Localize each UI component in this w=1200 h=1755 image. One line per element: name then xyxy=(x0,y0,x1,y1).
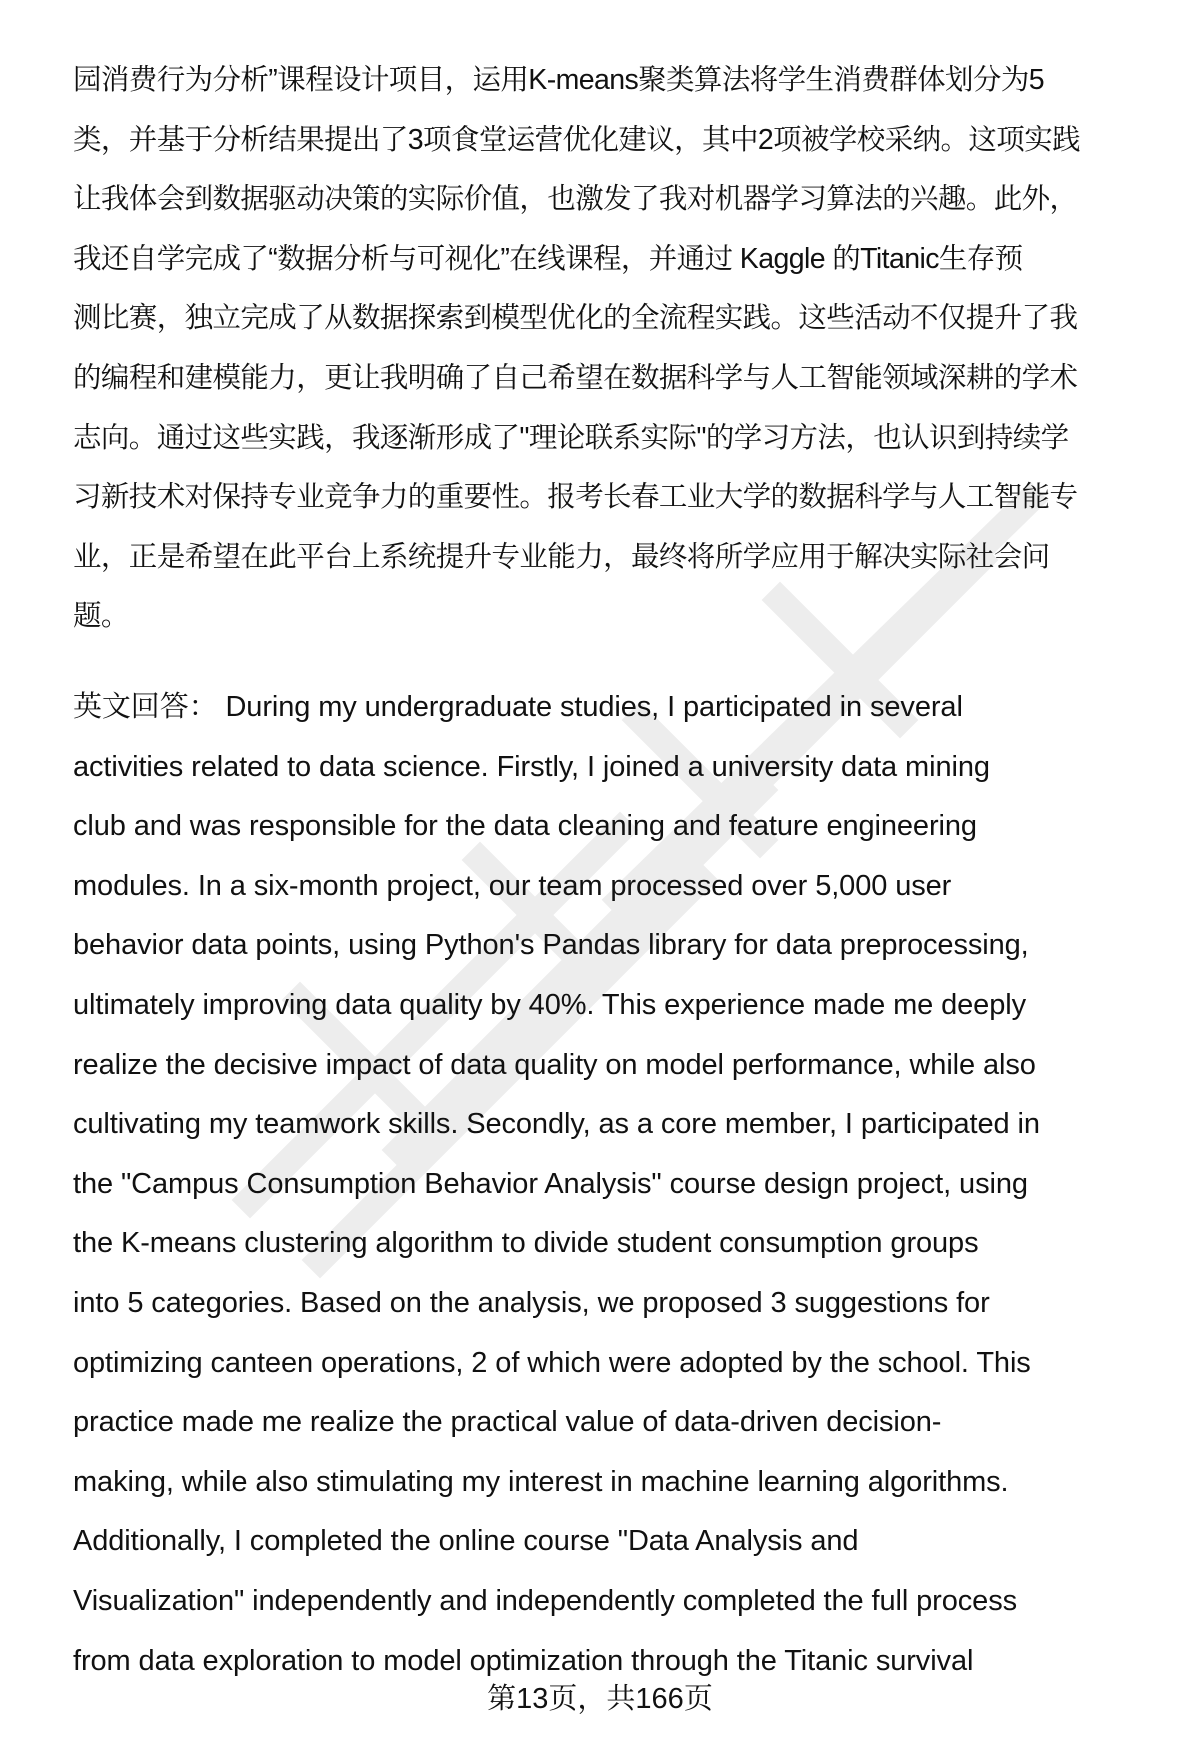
chinese-text-line: 业，正是希望在此平台上系统提升专业能力，最终将所学应用于解决实际社会问 xyxy=(73,540,1050,573)
chinese-text-line: 园消费行为分析”课程设计项目，运用K-means聚类算法将学生消费群体划分为5 xyxy=(73,64,1044,96)
chinese-text-line: 题。 xyxy=(73,600,129,633)
page-number-footer: 第13页，共166页 xyxy=(487,1683,713,1715)
english-text-line: optimizing canteen operations, 2 of which were adopted by the school. This xyxy=(73,1346,1031,1379)
english-text-line: realize the decisive impact of data quality on model performance, while also xyxy=(73,1048,1036,1081)
english-text-line: from data exploration to model optimization through the Titanic survival xyxy=(73,1644,974,1677)
english-text-line: the "Campus Consumption Behavior Analysis" course design project, using xyxy=(73,1167,1028,1200)
english-text-line: modules. In a six-month project, our team processed over 5,000 user xyxy=(73,869,952,902)
chinese-text-line: 测比赛，独立完成了从数据探索到模型优化的全流程实践。这些活动不仅提升了我 xyxy=(73,302,1078,335)
chinese-text-line: 的编程和建模能力，更让我明确了自己希望在数据科学与人工智能领域深耕的学术 xyxy=(73,362,1078,394)
english-text-line: the K-means clustering algorithm to divide student consumption groups xyxy=(73,1227,979,1260)
english-text-line: ultimately improving data quality by 40%. This experience made me deeply xyxy=(73,989,1026,1021)
chinese-text-line: 我还自学完成了“数据分析与可视化”在线课程，并通过 Kaggle 的Titanic生存预 xyxy=(73,242,1023,275)
chinese-text-line: 让我体会到数据驱动决策的实际价值，也激发了我对机器学习算法的兴趣。此外， xyxy=(73,183,1078,216)
english-text-line: club and was responsible for the data cleaning and feature engineering xyxy=(73,810,977,843)
english-text-line: practice made me realize the practical value of data-driven decision- xyxy=(73,1406,942,1439)
english-text-line: making, while also stimulating my interest in machine learning algorithms. xyxy=(73,1465,1009,1498)
english-text-line: into 5 categories. Based on the analysis, we proposed 3 suggestions for xyxy=(73,1287,990,1319)
english-text-line: behavior data points, using Python's Pandas library for data preprocessing, xyxy=(73,929,1029,962)
english-text-line: cultivating my teamwork skills. Secondly, as a core member, I participated in xyxy=(73,1108,1040,1141)
english-text-line: Additionally, I completed the online course "Data Analysis and xyxy=(73,1525,859,1558)
chinese-text-line: 志向。通过这些实践，我逐渐形成了"理论联系实际"的学习方法，也认识到持续学 xyxy=(73,421,1069,454)
english-text-line: activities related to data science. Firstly, I joined a university data mining xyxy=(73,750,990,783)
english-text-line: 英文回答： During my undergraduate studies, I participated in several xyxy=(73,691,963,723)
chinese-text-line: 习新技术对保持专业竞争力的重要性。报考长春工业大学的数据科学与人工智能专 xyxy=(73,481,1078,514)
english-text-line: Visualization" independently and independently completed the full process xyxy=(73,1585,1017,1617)
chinese-text-line: 类，并基于分析结果提出了3项食堂运营优化建议，其中2项被学校采纳。这项实践 xyxy=(73,123,1081,156)
